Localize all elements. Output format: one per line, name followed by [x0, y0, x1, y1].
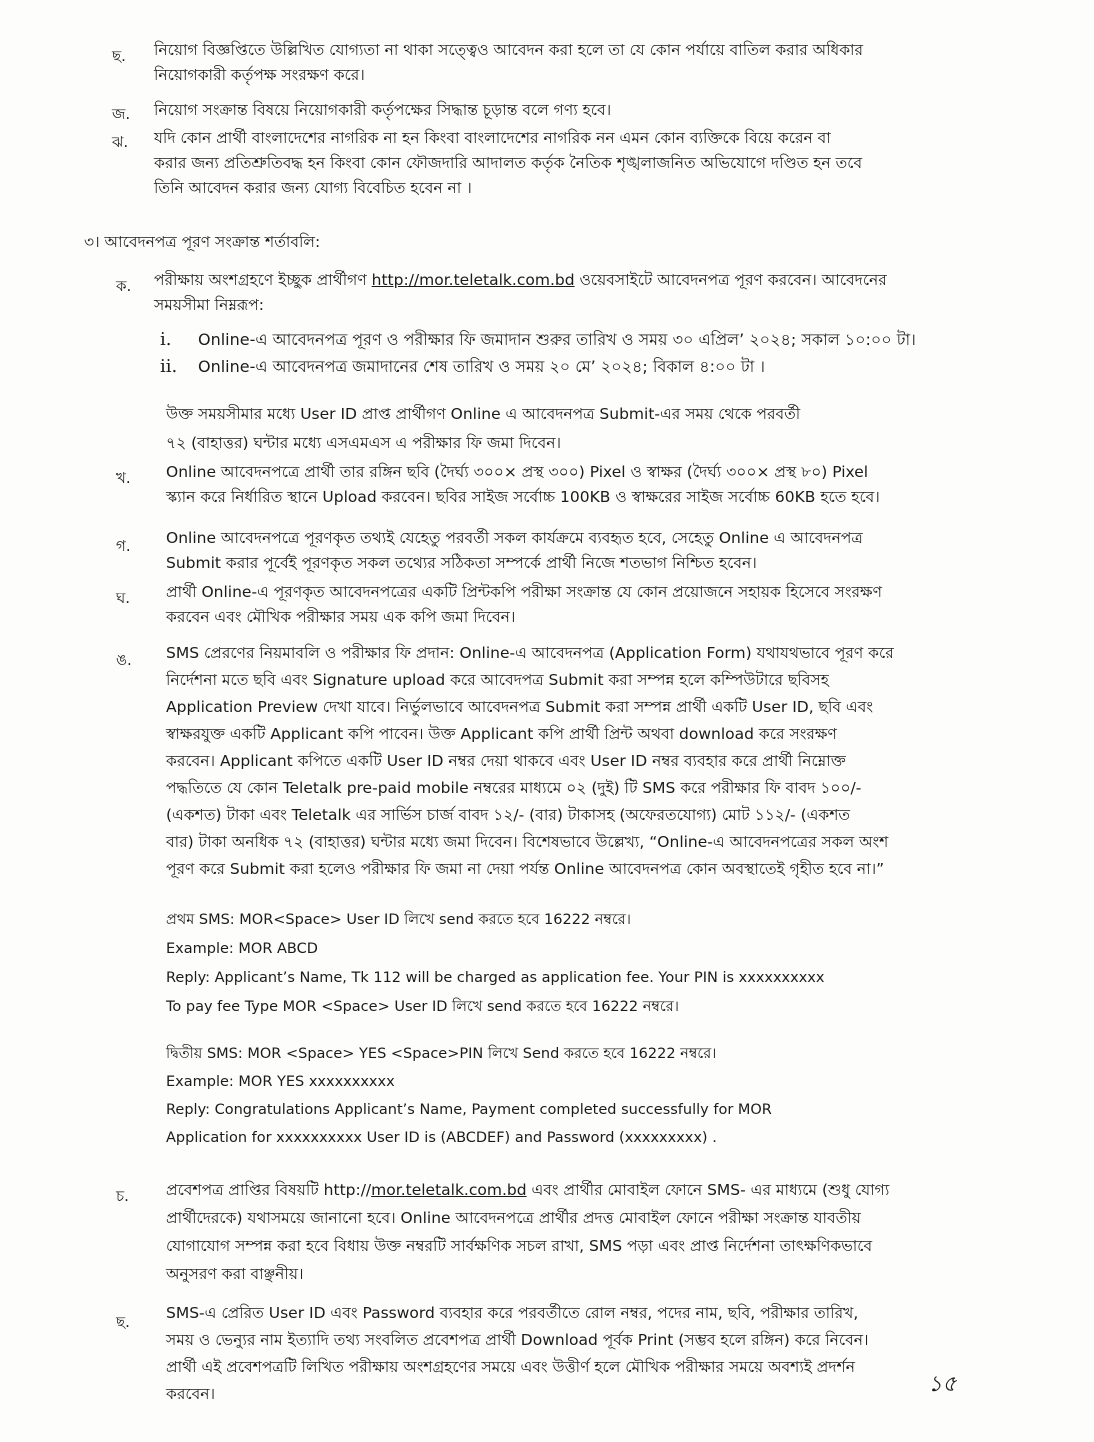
page-number: ১৫: [928, 1372, 957, 1397]
text-line: প্রার্থী Online-এ পূরণকৃত আবেদনপত্রের একটি প্রিন্টকপি পরীক্ষা সংক্রান্ত যে কোন প্রয়োজনে সহায়ক হিসেবে সংরক্ষণ: [166, 583, 882, 601]
item-ja: [154, 98, 611, 123]
text-line: দ্বিতীয় SMS: MOR <Space> YES <Space>PIN লিখে Send করতে হবে 16222 নম্বরে।: [166, 1046, 717, 1062]
text-line: Reply: Congratulations Applicant’s Name, Payment completed successfully for MOR: [166, 1102, 772, 1118]
item-jha: [154, 126, 862, 201]
text-line: Reply: Applicant’s Name, Tk 112 will be charged as application fee. Your PIN is xxxxxxxxxx: [166, 970, 825, 986]
text-line: প্রার্থী এই প্রবেশপত্রটি লিখিত পরীক্ষায় অংশগ্রহণের সময়ে এবং উত্তীর্ণ হলে মৌখিক পরীক্ষার সময়ে অবশ্যই প্রদর্শন: [166, 1358, 855, 1376]
item-mark-gha: ঘ.: [116, 589, 131, 607]
item-mark-ga: গ.: [116, 537, 131, 555]
item-mark-uma: ঙ.: [116, 651, 132, 669]
item-ga: [166, 526, 863, 576]
item-ka: [154, 268, 887, 318]
text-segment: ওয়েবসাইটে আবেদনপত্র পূরণ করবেন। আবেদনের: [579, 271, 887, 289]
text-line: করার জন্য প্রতিশ্রুতিবদ্ধ হন কিংবা কোন ফৌজদারি আদালত কর্তৃক নৈতিক শৃঙ্খলাজনিত অভিযোগে দণ্ডিত হন তবে: [154, 154, 863, 172]
text-line: প্রথম SMS: MOR<Space> User ID লিখে send করতে হবে 16222 নম্বরে।: [166, 912, 631, 928]
text-line: SMS-এ প্রেরিত User ID এবং Password ব্যবহার করে পরবর্তীতে রোল নম্বর, পদের নাম, ছবি, পরীক্ষার তারিখ,: [166, 1304, 859, 1322]
ka-paragraph: [166, 402, 800, 456]
text-line: স্বাক্ষরযুক্ত একটি Applicant কপি পাবেন। উক্ত Applicant কপি প্রার্থী প্রিন্ট অথবা download করে সংরক্ষণ: [166, 725, 837, 743]
text-line: Online আবেদনপত্রে পূরণকৃত তথ্যই যেহেতু পরবর্তী সকল কার্যক্রমে ব্যবহৃত হবে, সেহেতু Online এ আবেদনপত্র: [166, 529, 863, 547]
website-link[interactable]: mor.teletalk.com.bd: [371, 1181, 527, 1199]
item-mark-cha2: চ.: [116, 1187, 129, 1205]
roman-numeral: i.: [160, 329, 172, 350]
text-line: পদ্ধতিতে যে কোন Teletalk pre-paid mobile নম্বরের মাধ্যমে ০২ (দুই) টি SMS করে পরীক্ষার ফি বাবদ ১০০/-: [166, 779, 862, 797]
text-line: [166, 1176, 889, 1204]
text-line: (একশত) টাকা এবং Teletalk এর সার্ভিস চার্জ বাবদ ১২/- (বার) টাকাসহ (অফেরতযোগ্য) মোট ১১২/- (একশত: [166, 806, 851, 824]
text-line: Example: MOR YES xxxxxxxxxx: [166, 1074, 395, 1090]
text-line: নিয়োগ সংক্রান্ত বিষয়ে নিয়োগকারী কর্তৃপক্ষের সিদ্ধান্ত চূড়ান্ত বলে গণ্য হবে।: [154, 101, 612, 119]
text-segment: এবং প্রার্থীর মোবাইল ফোনে SMS- এর মাধ্যমে (শুধু যোগ্য: [531, 1181, 890, 1199]
item-gha: [166, 580, 882, 630]
text-line: নিয়োগকারী কর্তৃপক্ষ সংরক্ষণ করে।: [154, 66, 365, 84]
item-chha2: [166, 1300, 869, 1408]
item-mark-cha: ছ.: [112, 47, 126, 65]
text-line: বার) টাকা অনধিক ৭২ (বাহাত্তর) ঘন্টার মধ্যে জমা দিবেন। বিশেষভাবে উল্লেখ্য, “Online-এ আবেদনপত্রের সকল অংশ: [166, 833, 889, 851]
text-line: [154, 268, 887, 293]
section-heading: ৩। আবেদনপত্র পূরণ সংক্রান্ত শর্তাবলি:: [84, 233, 321, 251]
text-line: সময়সীমা নিম্নরূপ:: [154, 296, 264, 314]
text-line: উক্ত সময়সীমার মধ্যে User ID প্রাপ্ত প্রার্থীগণ Online এ আবেদনপত্র Submit-এর সময় থেকে পরবর্তী: [166, 405, 801, 423]
text-line: পূরণ করে Submit করা হলেও পরীক্ষার ফি জমা না দেয়া পর্যন্ত Online আবেদনপত্র কোন অবস্থাতেই গৃহীত হবে না।”: [166, 860, 885, 878]
text-segment: প্রবেশপত্র প্রাপ্তির বিষয়টি http://: [166, 1181, 372, 1199]
text-line: করবেন। Applicant কপিতে একটি User ID নম্বর দেয়া থাকবে এবং User ID নম্বর ব্যবহার করে প্রার্থী নিম্নোক্ত: [166, 752, 846, 770]
text-line: Application Preview দেখা যাবে। নির্ভুলভাবে আবেদনপত্র Submit করা সম্পন্ন প্রার্থী একটি User ID, ছবি এবং: [166, 698, 874, 716]
text-segment: পরীক্ষায় অংশগ্রহণে ইচ্ছুক প্রার্থীগণ: [154, 271, 367, 289]
date-item: Online-এ আবেদনপত্র জমাদানের শেষ তারিখ ও সময় ২০ মে’ ২০২৪; বিকাল ৪:০০ টা ।: [198, 357, 766, 376]
text-line: নিয়োগ বিজ্ঞপ্তিতে উল্লিখিত যোগ্যতা না থাকা সত্ত্বেও আবেদন করা হলে তা যে কোন পর্যায়ে বাতিল করার অধিকার: [154, 41, 864, 59]
item-kha: [166, 460, 880, 510]
text-line: Example: MOR ABCD: [166, 941, 318, 957]
text-line: To pay fee Type MOR <Space> User ID লিখে send করতে হবে 16222 নম্বরে।: [166, 999, 679, 1015]
date-item: Online-এ আবেদনপত্র পূরণ ও পরীক্ষার ফি জমাদান শুরুর তারিখ ও সময় ৩০ এপ্রিল’ ২০২৪; সকাল ১০:০০ টা।: [198, 330, 916, 349]
text-line: প্রার্থীদেরকে) যথাসময়ে জানানো হবে। Online আবেদনপত্রে প্রার্থীর প্রদত্ত মোবাইল ফোনে পরীক্ষা সংক্রান্ত যাবতীয়: [166, 1209, 861, 1227]
text-line: করবেন এবং মৌখিক পরীক্ষার সময় এক কপি জমা দিবেন।: [166, 608, 516, 626]
text-line: Online আবেদনপত্রে প্রার্থী তার রঙ্গিন ছবি (দৈর্ঘ্য ৩০০× প্রস্থ ৩০০) Pixel ও স্বাক্ষর (দৈর্ঘ্য ৩০০× প্রস্থ ৮০) Pixel: [166, 463, 869, 481]
text-line: যদি কোন প্রার্থী বাংলাদেশের নাগরিক না হন কিংবা বাংলাদেশের নাগরিক নন এমন কোন ব্যক্তিকে বিয়ে করেন বা: [154, 129, 831, 147]
text-line: করবেন।: [166, 1385, 216, 1403]
item-cha: [154, 38, 863, 88]
sms-instructions-second: [166, 1040, 772, 1152]
roman-numeral: ii.: [160, 356, 178, 377]
text-line: নির্দেশনা মতে ছবি এবং Signature upload করে আবেদপত্র Submit করা সম্পন্ন হলে কম্পিউটারে ছবিসহ: [166, 671, 829, 689]
text-line: অনুসরণ করা বাঞ্ছনীয়।: [166, 1265, 304, 1283]
website-link[interactable]: http://mor.teletalk.com.bd: [371, 271, 575, 289]
text-line: Submit করার পূর্বেই পূরণকৃত সকল তথ্যের সঠিকতা সম্পর্কে প্রার্থী নিজে শতভাগ নিশ্চিত হবেন।: [166, 554, 757, 572]
item-mark-ja: জ.: [112, 105, 131, 123]
item-mark-kha: খ.: [116, 469, 131, 487]
sms-instructions-first: [166, 906, 824, 1022]
item-mark-chha2: ছ.: [116, 1313, 130, 1331]
text-line: যোগাযোগ সম্পন্ন করা হবে বিধায় উক্ত নম্বরটি সার্বক্ষণিক সচল রাখা, SMS পড়া এবং প্রাপ্ত নির্দেশনা তাৎক্ষণিকভাবে: [166, 1237, 873, 1255]
item-uma: [166, 640, 894, 883]
text-line: Application for xxxxxxxxxx User ID is (ABCDEF) and Password (xxxxxxxxx) .: [166, 1130, 717, 1146]
item-cha2: [166, 1176, 889, 1288]
item-mark-jha: ঝ.: [112, 133, 129, 151]
text-line: তিনি আবেদন করার জন্য যোগ্য বিবেচিত হবেন না ।: [154, 179, 472, 197]
item-mark-ka: ক.: [116, 277, 132, 295]
text-line: স্ক্যান করে নির্ধারিত স্থানে Upload করবেন। ছবির সাইজ সর্বোচ্চ 100KB ও স্বাক্ষরের সাইজ সর্বোচ্চ 60KB হতে হবে।: [166, 488, 880, 506]
text-line: সময় ও ভেন্যুর নাম ইত্যাদি তথ্য সংবলিত প্রবেশপত্র প্রার্থী Download পূর্বক Print (সম্ভব হলে রঙ্গিন) করে নিবেন।: [166, 1331, 869, 1349]
text-line: SMS প্রেরণের নিয়মাবলি ও পরীক্ষার ফি প্রদান: Online-এ আবেদনপত্র (Application Form) যথাযথভাবে পূরণ করে: [166, 644, 894, 662]
text-line: ৭২ (বাহাত্তর) ঘন্টার মধ্যে এসএমএস এ পরীক্ষার ফি জমা দিবেন।: [166, 434, 562, 452]
